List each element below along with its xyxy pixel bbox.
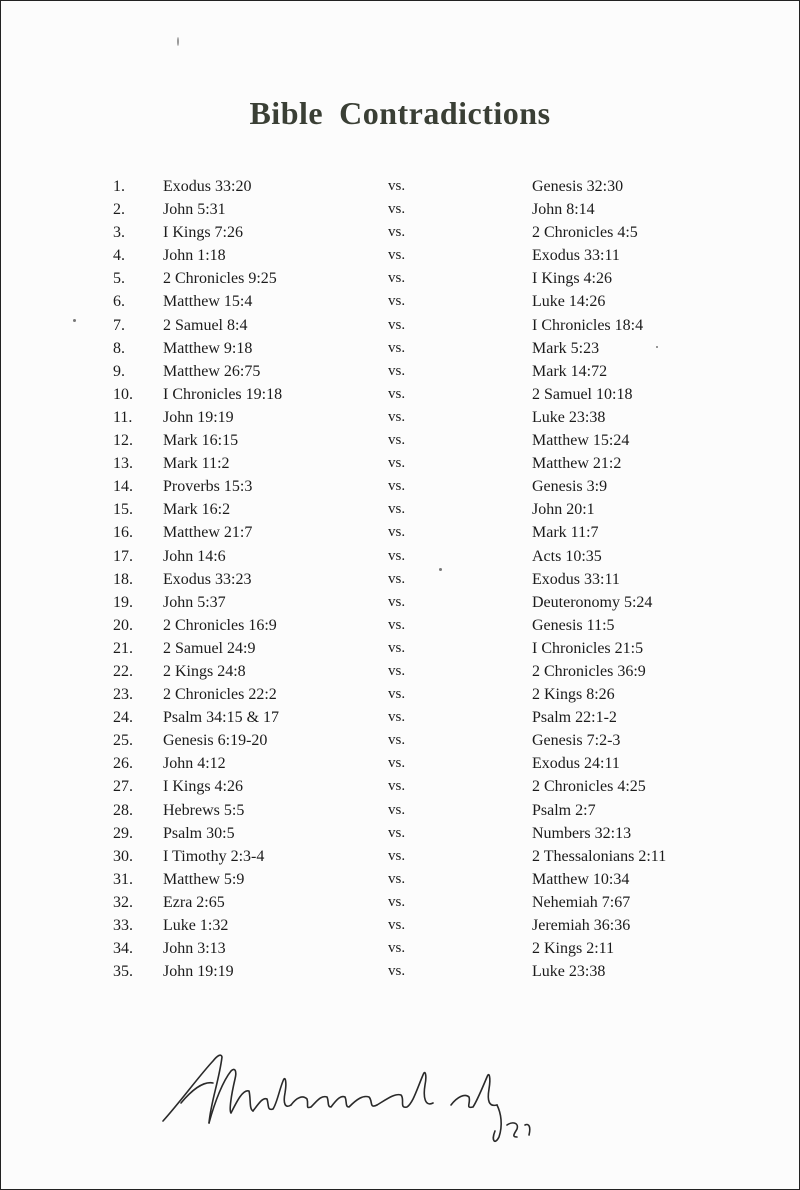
entry-vs-separator: vs. [388, 408, 406, 425]
entry-vs-separator: vs. [388, 778, 406, 795]
entry-right-reference: I Chronicles 18:4 [532, 316, 644, 334]
list-item [1, 914, 799, 937]
entry-number: 2. [113, 201, 125, 219]
contradictions-list [1, 175, 799, 983]
entry-left-reference: Exodus 33:23 [163, 570, 252, 588]
entry-left-reference: Psalm 30:5 [163, 824, 235, 842]
entry-right-reference: Nehemiah 7:67 [532, 893, 631, 911]
list-item [1, 799, 799, 822]
entry-right-reference: Luke 23:38 [532, 408, 606, 426]
list-item [1, 683, 799, 706]
entry-number: 33. [113, 917, 133, 934]
list-item [1, 545, 799, 568]
entry-vs-separator: vs. [388, 362, 406, 379]
entry-left-reference: Mark 16:15 [163, 432, 239, 450]
list-item [1, 568, 799, 591]
entry-number: 8. [113, 339, 125, 357]
entry-left-reference: John 19:19 [163, 408, 234, 426]
entry-number: 24. [113, 709, 133, 727]
list-item [1, 290, 799, 313]
entry-number: 35. [113, 963, 133, 981]
list-item [1, 775, 799, 798]
entry-right-reference: Acts 10:35 [532, 547, 602, 565]
entry-vs-separator: vs. [388, 870, 406, 887]
entry-vs-separator: vs. [388, 940, 406, 957]
entry-left-reference: Mark 16:2 [163, 501, 231, 519]
entry-vs-separator: vs. [388, 478, 406, 495]
entry-vs-separator: vs. [388, 709, 406, 726]
entry-right-reference: Mark 5:23 [532, 339, 600, 357]
entry-number: 28. [113, 801, 133, 819]
entry-number: 7. [113, 316, 125, 334]
entry-right-reference: Matthew 10:34 [532, 870, 630, 888]
entry-number: 15. [113, 501, 133, 519]
title-word-bible: Bible [249, 95, 324, 131]
list-item [1, 175, 799, 198]
list-item [1, 706, 799, 729]
entry-left-reference: I Kings 4:26 [163, 778, 243, 796]
entry-right-reference: 2 Samuel 10:18 [532, 385, 633, 403]
entry-number: 26. [113, 755, 133, 773]
entry-left-reference: Mark 11:2 [163, 455, 230, 473]
entry-vs-separator: vs. [388, 801, 406, 818]
entry-vs-separator: vs. [388, 616, 406, 633]
list-item [1, 660, 799, 683]
entry-right-reference: Deuteronomy 5:24 [532, 593, 653, 611]
list-item [1, 452, 799, 475]
entry-vs-separator: vs. [388, 755, 406, 772]
entry-right-reference: Exodus 33:11 [532, 570, 620, 588]
entry-right-reference: Mark 14:72 [532, 362, 608, 380]
entry-right-reference: I Chronicles 21:5 [532, 639, 644, 657]
entry-left-reference: Genesis 6:19-20 [163, 732, 268, 750]
entry-left-reference: Matthew 9:18 [163, 339, 253, 357]
list-item [1, 498, 799, 521]
entry-left-reference: John 1:18 [163, 247, 226, 265]
entry-number: 10. [113, 385, 133, 403]
entry-vs-separator: vs. [388, 178, 406, 194]
entry-left-reference: Ezra 2:65 [163, 893, 225, 911]
entry-vs-separator: vs. [388, 524, 406, 541]
list-item [1, 221, 799, 244]
entry-number: 21. [113, 639, 133, 657]
list-item [1, 337, 799, 360]
entry-left-reference: 2 Chronicles 22:2 [163, 686, 277, 704]
entry-left-reference: John 3:13 [163, 940, 226, 958]
entry-number: 1. [113, 178, 125, 195]
entry-right-reference: 2 Chronicles 4:5 [532, 224, 638, 242]
entry-right-reference: Luke 23:38 [532, 963, 606, 981]
entry-right-reference: Exodus 24:11 [532, 755, 620, 773]
entry-vs-separator: vs. [388, 455, 406, 472]
list-item [1, 729, 799, 752]
list-item [1, 891, 799, 914]
entry-right-reference: John 8:14 [532, 201, 595, 219]
entry-left-reference: John 4:12 [163, 755, 226, 773]
paper-speck [439, 568, 442, 571]
entry-right-reference: Jeremiah 36:36 [532, 917, 631, 934]
entry-left-reference: Matthew 21:7 [163, 524, 253, 542]
entry-right-reference: Psalm 2:7 [532, 801, 596, 819]
entry-left-reference: Matthew 15:4 [163, 293, 253, 311]
entry-right-reference: 2 Kings 8:26 [532, 686, 615, 704]
entry-number: 27. [113, 778, 133, 796]
entry-vs-separator: vs. [388, 639, 406, 656]
entry-right-reference: John 20:1 [532, 501, 595, 519]
entry-vs-separator: vs. [388, 247, 406, 264]
entry-vs-separator: vs. [388, 570, 406, 587]
entry-vs-separator: vs. [388, 501, 406, 518]
entry-number: 13. [113, 455, 133, 473]
paper-speck [177, 37, 179, 46]
entry-number: 9. [113, 362, 125, 380]
list-item [1, 244, 799, 267]
entry-left-reference: 2 Samuel 24:9 [163, 639, 256, 657]
entry-vs-separator: vs. [388, 963, 406, 980]
entry-left-reference: Proverbs 15:3 [163, 478, 253, 496]
entry-left-reference: 2 Samuel 8:4 [163, 316, 248, 334]
entry-vs-separator: vs. [388, 385, 406, 402]
entry-vs-separator: vs. [388, 593, 406, 610]
entry-left-reference: Luke 1:32 [163, 917, 229, 934]
entry-vs-separator: vs. [388, 316, 406, 333]
entry-vs-separator: vs. [388, 917, 406, 933]
entry-vs-separator: vs. [388, 893, 406, 910]
entry-number: 30. [113, 847, 133, 865]
entry-number: 17. [113, 547, 133, 565]
entry-vs-separator: vs. [388, 824, 406, 841]
entry-right-reference: Exodus 33:11 [532, 247, 620, 265]
entry-right-reference: Mark 11:7 [532, 524, 599, 542]
entry-left-reference: Matthew 5:9 [163, 870, 245, 888]
entry-vs-separator: vs. [388, 201, 406, 218]
entry-number: 16. [113, 524, 133, 542]
page-title [1, 95, 799, 132]
entry-number: 20. [113, 616, 133, 634]
entry-number: 18. [113, 570, 133, 588]
entry-number: 25. [113, 732, 133, 750]
entry-right-reference: Genesis 7:2-3 [532, 732, 621, 750]
entry-right-reference: Genesis 3:9 [532, 478, 608, 496]
entry-right-reference: Genesis 11:5 [532, 616, 615, 634]
list-item [1, 822, 799, 845]
entry-vs-separator: vs. [388, 339, 406, 356]
list-item [1, 475, 799, 498]
entry-vs-separator: vs. [388, 847, 406, 864]
entry-right-reference: Numbers 32:13 [532, 824, 632, 842]
list-item [1, 614, 799, 637]
entry-vs-separator: vs. [388, 224, 406, 241]
entry-number: 22. [113, 662, 133, 680]
list-item [1, 591, 799, 614]
entry-left-reference: 2 Chronicles 9:25 [163, 270, 277, 288]
entry-number: 19. [113, 593, 133, 611]
list-item [1, 406, 799, 429]
paper-speck [73, 319, 76, 322]
list-item [1, 868, 799, 891]
list-item [1, 383, 799, 406]
entry-left-reference: Hebrews 5:5 [163, 801, 245, 819]
entry-right-reference: Psalm 22:1-2 [532, 709, 617, 727]
entry-right-reference: 2 Thessalonians 2:11 [532, 847, 667, 865]
list-item [1, 960, 799, 983]
entry-right-reference: Matthew 21:2 [532, 455, 622, 473]
entry-left-reference: John 5:37 [163, 593, 226, 611]
entry-vs-separator: vs. [388, 547, 406, 564]
entry-number: 5. [113, 270, 125, 288]
entry-number: 29. [113, 824, 133, 842]
list-item [1, 314, 799, 337]
entry-left-reference: I Kings 7:26 [163, 224, 243, 242]
entry-right-reference: I Kings 4:26 [532, 270, 612, 288]
entry-number: 14. [113, 478, 133, 496]
entry-left-reference: John 14:6 [163, 547, 226, 565]
entry-right-reference: Matthew 15:24 [532, 432, 630, 450]
entry-number: 32. [113, 893, 133, 911]
list-item [1, 267, 799, 290]
title-word-contradictions: Contradictions [339, 95, 551, 131]
entry-right-reference: 2 Kings 2:11 [532, 940, 615, 958]
entry-left-reference: Psalm 34:15 & 17 [163, 709, 280, 727]
entry-number: 23. [113, 686, 133, 704]
entry-left-reference: I Timothy 2:3-4 [163, 847, 265, 865]
entry-left-reference: 2 Chronicles 16:9 [163, 616, 277, 634]
entry-left-reference: 2 Kings 24:8 [163, 662, 246, 680]
entry-vs-separator: vs. [388, 662, 406, 679]
entry-right-reference: 2 Chronicles 36:9 [532, 662, 646, 680]
entry-vs-separator: vs. [388, 686, 406, 703]
list-item [1, 198, 799, 221]
entry-vs-separator: vs. [388, 732, 406, 749]
entry-left-reference: Matthew 26:75 [163, 362, 261, 380]
entry-left-reference: Exodus 33:20 [163, 178, 252, 195]
entry-right-reference: 2 Chronicles 4:25 [532, 778, 646, 796]
paper-speck [656, 346, 658, 348]
entry-left-reference: I Chronicles 19:18 [163, 385, 283, 403]
entry-number: 6. [113, 293, 125, 311]
entry-number: 12. [113, 432, 133, 450]
list-item [1, 521, 799, 544]
list-item [1, 752, 799, 775]
list-item [1, 429, 799, 452]
entry-number: 31. [113, 870, 133, 888]
list-item [1, 637, 799, 660]
signature-image [151, 1041, 551, 1151]
entry-vs-separator: vs. [388, 432, 406, 449]
entry-vs-separator: vs. [388, 270, 406, 287]
entry-left-reference: John 19:19 [163, 963, 234, 981]
list-item [1, 360, 799, 383]
entry-left-reference: John 5:31 [163, 201, 226, 219]
entry-number: 3. [113, 224, 125, 242]
entry-number: 4. [113, 247, 125, 265]
entry-number: 34. [113, 940, 133, 958]
entry-right-reference: Genesis 32:30 [532, 178, 624, 195]
entry-vs-separator: vs. [388, 293, 406, 310]
entry-right-reference: Luke 14:26 [532, 293, 606, 311]
list-item [1, 845, 799, 868]
list-item [1, 937, 799, 960]
entry-number: 11. [113, 408, 133, 426]
